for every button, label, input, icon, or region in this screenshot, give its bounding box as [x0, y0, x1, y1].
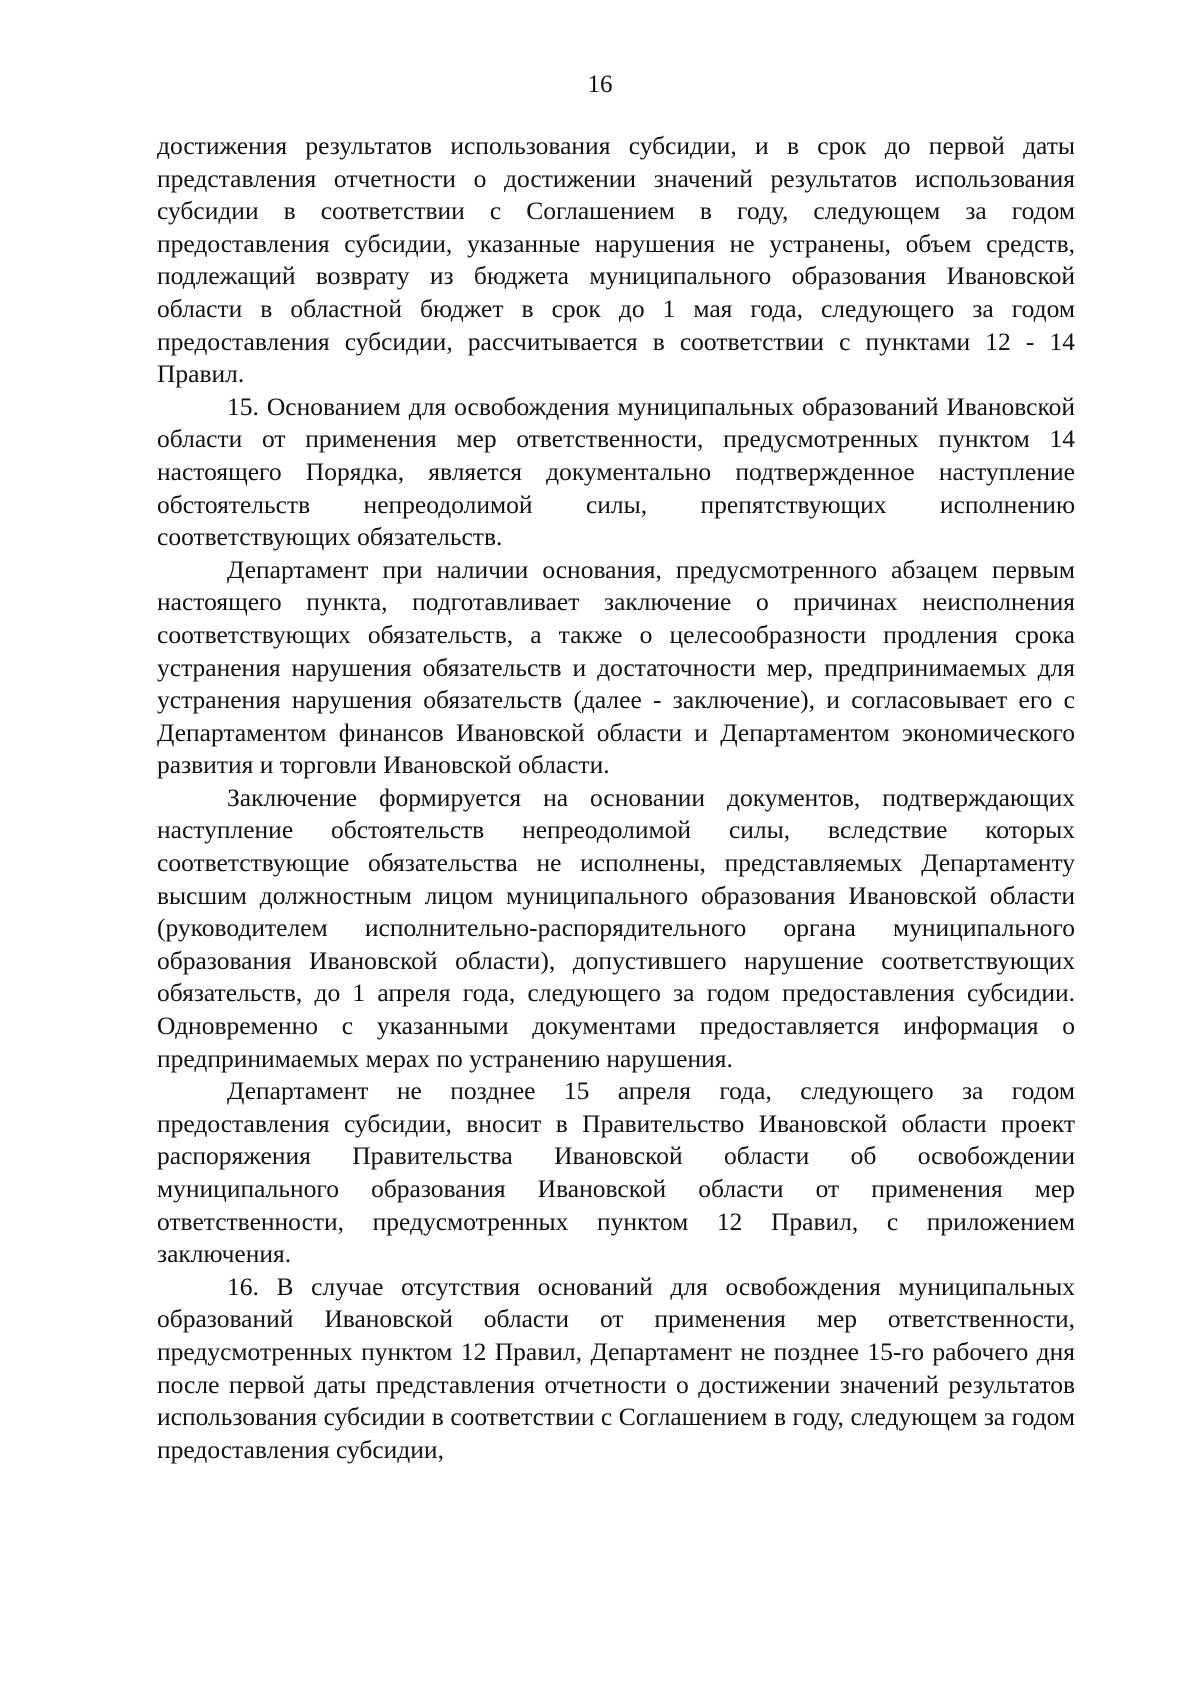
paragraph-department-conclusion: Департамент при наличии основания, предусмотренного абзацем первым настоящего пункта, подготавливает заключение о причинах неисполнения соответствующих обязательств, а также о целесообразности продления срока устранения нарушения обязательств и достаточности мер, предпринимаемых для устранения нарушения обязательств (далее - заключение), и согласовывает его с Департаментом финансов Ивановской области и Департаментом экономического развития и торговли Ивановской области.	[157, 554, 1075, 780]
paragraph-conclusion-formation: Заключение формируется на основании документов, подтверждающих наступление обстоятельств непреодолимой силы, вследствие которых соответствующие обязательства не исполнены, представляемых Департаменту высшим должностным лицом муниципального образования Ивановской области (руководителем исполнительно-распорядительного органа муниципального образования Ивановской области), допустившего нарушение соответствующих обязательств, до 1 апреля года, следующего за годом предоставления субсидии. Одновременно с указанными документами предоставляется информация о предпринимаемых мерах по устранению нарушения.	[157, 782, 1075, 1073]
paragraph-item-16: 16. В случае отсутствия оснований для освобождения муниципальных образований Ивановской области от применения мер ответственности, предусмотренных пунктом 12 Правил, Департамент не позднее 15-го рабочего дня после первой даты представления отчетности о достижении значений результатов использования субсидии в соответствии с Соглашением в году, следующем за годом предоставления субсидии,	[157, 1271, 1075, 1464]
page-number: 16	[587, 71, 613, 98]
paragraph-department-deadline: Департамент не позднее 15 апреля года, следующего за годом предоставления субсидии, вносит в Правительство Ивановской области проект распоряжения Правительства Ивановской области об освобождении муниципального образования Ивановской области от применения мер ответственности, предусмотренных пунктом 12 Правил, с приложением заключения.	[157, 1076, 1075, 1269]
paragraph-continuation: достижения результатов использования субсидии, и в срок до первой даты представления отчетности о достижении значений результатов использования субсидии в соответствии с Соглашением в году, следующем за годом предоставления субсидии, указанные нарушения не устранены, объем средств, подлежащий возврату из бюджета муниципального образования Ивановской области в областной бюджет в срок до 1 мая года, следующего за годом предоставления субсидии, рассчитывается в соответствии с пунктами 12 - 14 Правил.	[157, 131, 1075, 389]
paragraph-item-15: 15. Основанием для освобождения муниципальных образований Ивановской области от применения мер ответственности, предусмотренных пунктом 14 настоящего Порядка, является документально подтвержденное наступление обстоятельств непреодолимой силы, препятствующих исполнению соответствующих обязательств.	[157, 391, 1075, 552]
document-body	[157, 130, 1075, 1466]
